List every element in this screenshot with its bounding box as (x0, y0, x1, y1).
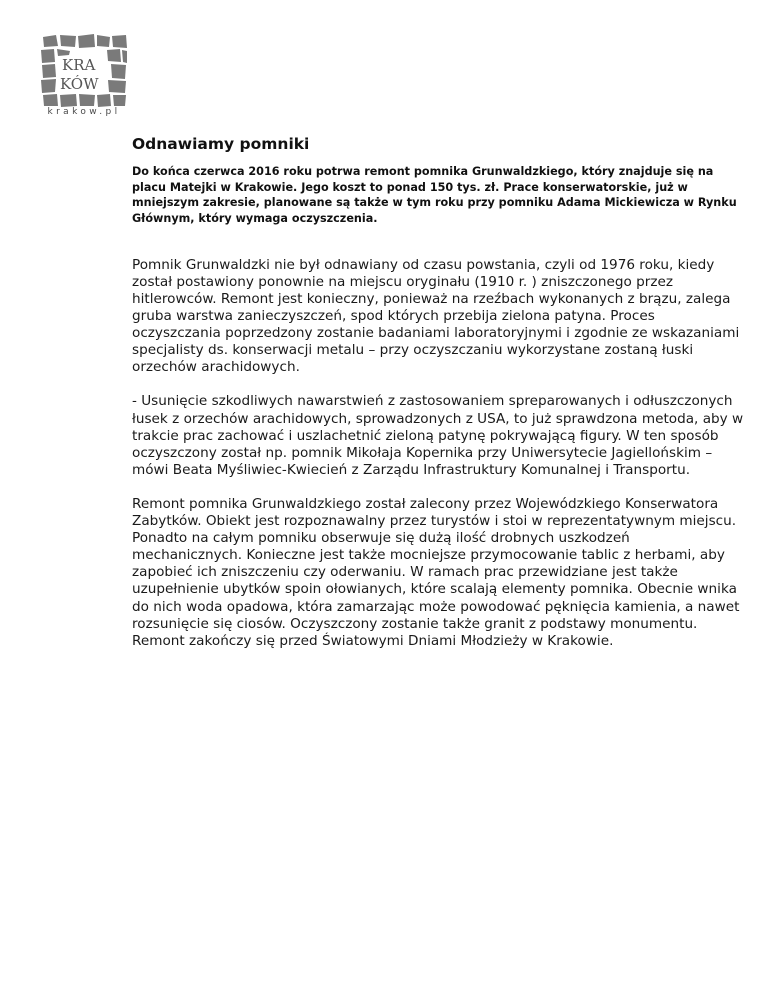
article (132, 134, 744, 650)
article-paragraph: Pomnik Grunwaldzki nie był odnawiany od czasu powstania, czyli od 1976 roku, kiedy został postawiony ponownie na miejscu oryginału (1910 r. ) zniszczonego przez hitlerowców. Remont jest konieczny, ponieważ na rzeźbach wykonanych z brązu, zalega gruba warstwa zanieczyszczeń, spod których przebija zielona patyna. Proces oczyszczania poprzedzony zostanie badaniami laboratoryjnymi i zgodnie ze wskazaniami specjalisty ds. konserwacji metalu – przy oczyszczaniu wykorzystane zostaną łuski orzechów arachidowych. (132, 256, 740, 376)
logo-text-line2: KÓW (60, 75, 99, 93)
krakow-logo-mosaic (40, 33, 128, 107)
article-paragraph: Remont pomnika Grunwaldzkiego został zalecony przez Wojewódzkiego Konserwatora Zabytków. Obiekt jest rozpoznawalny przez turystów i stoi w reprezentatywnym miejscu. Ponadto na całym pomniku obserwuje się dużą ilość drobnych uszkodzeń mechanicznych. Konieczne jest także mocniejsze przymocowanie tablic z herbami, aby zapobieć ich zniszczeniu czy oderwaniu. W ramach prac przewidziane jest także uzupełnienie ubytków spoin ołowianych, które scalają elementy pomnika. Obecnie wnika do nich woda opadowa, która zamarzając może powodować pęknięcia kamienia, a nawet rozsunięcie się ciosów. Oczyszczony zostanie także granit z podstawy monumentu. Remont zakończy się przed Światowymi Dniami Młodzieży w Krakowie. (132, 495, 740, 649)
logo-url: krakow.pl (47, 107, 121, 117)
article-lead: Do końca czerwca 2016 roku potrwa remont pomnika Grunwaldzkiego, który znajduje się na placu Matejki w Krakowie. Jego koszt to ponad 150 tys. zł. Prace konserwatorskie, już w mniejszym zakresie, planowane są także w tym roku przy pomniku Adama Mickiewicza w Rynku Głównym, który wymaga oczyszczenia. (132, 165, 737, 226)
logo-text-line1: KRA (62, 56, 96, 74)
article-paragraph: - Usunięcie szkodliwych nawarstwień z zastosowaniem spreparowanych i odłuszczonych łusek z orzechów arachidowych, sprowadzonych z USA, to już sprawdzona metoda, aby w trakcie prac zachować i uszlachetnić zieloną patynę pokrywającą figury. W ten sposób oczyszczony został np. pomnik Mikołaja Kopernika przy Uniwersytecie Jagiellońskim – mówi Beata Myśliwiec-Kwiecień z Zarządu Infrastruktury Komunalnej i Transportu. (132, 393, 744, 478)
article-title: Odnawiamy pomniki (132, 135, 310, 153)
